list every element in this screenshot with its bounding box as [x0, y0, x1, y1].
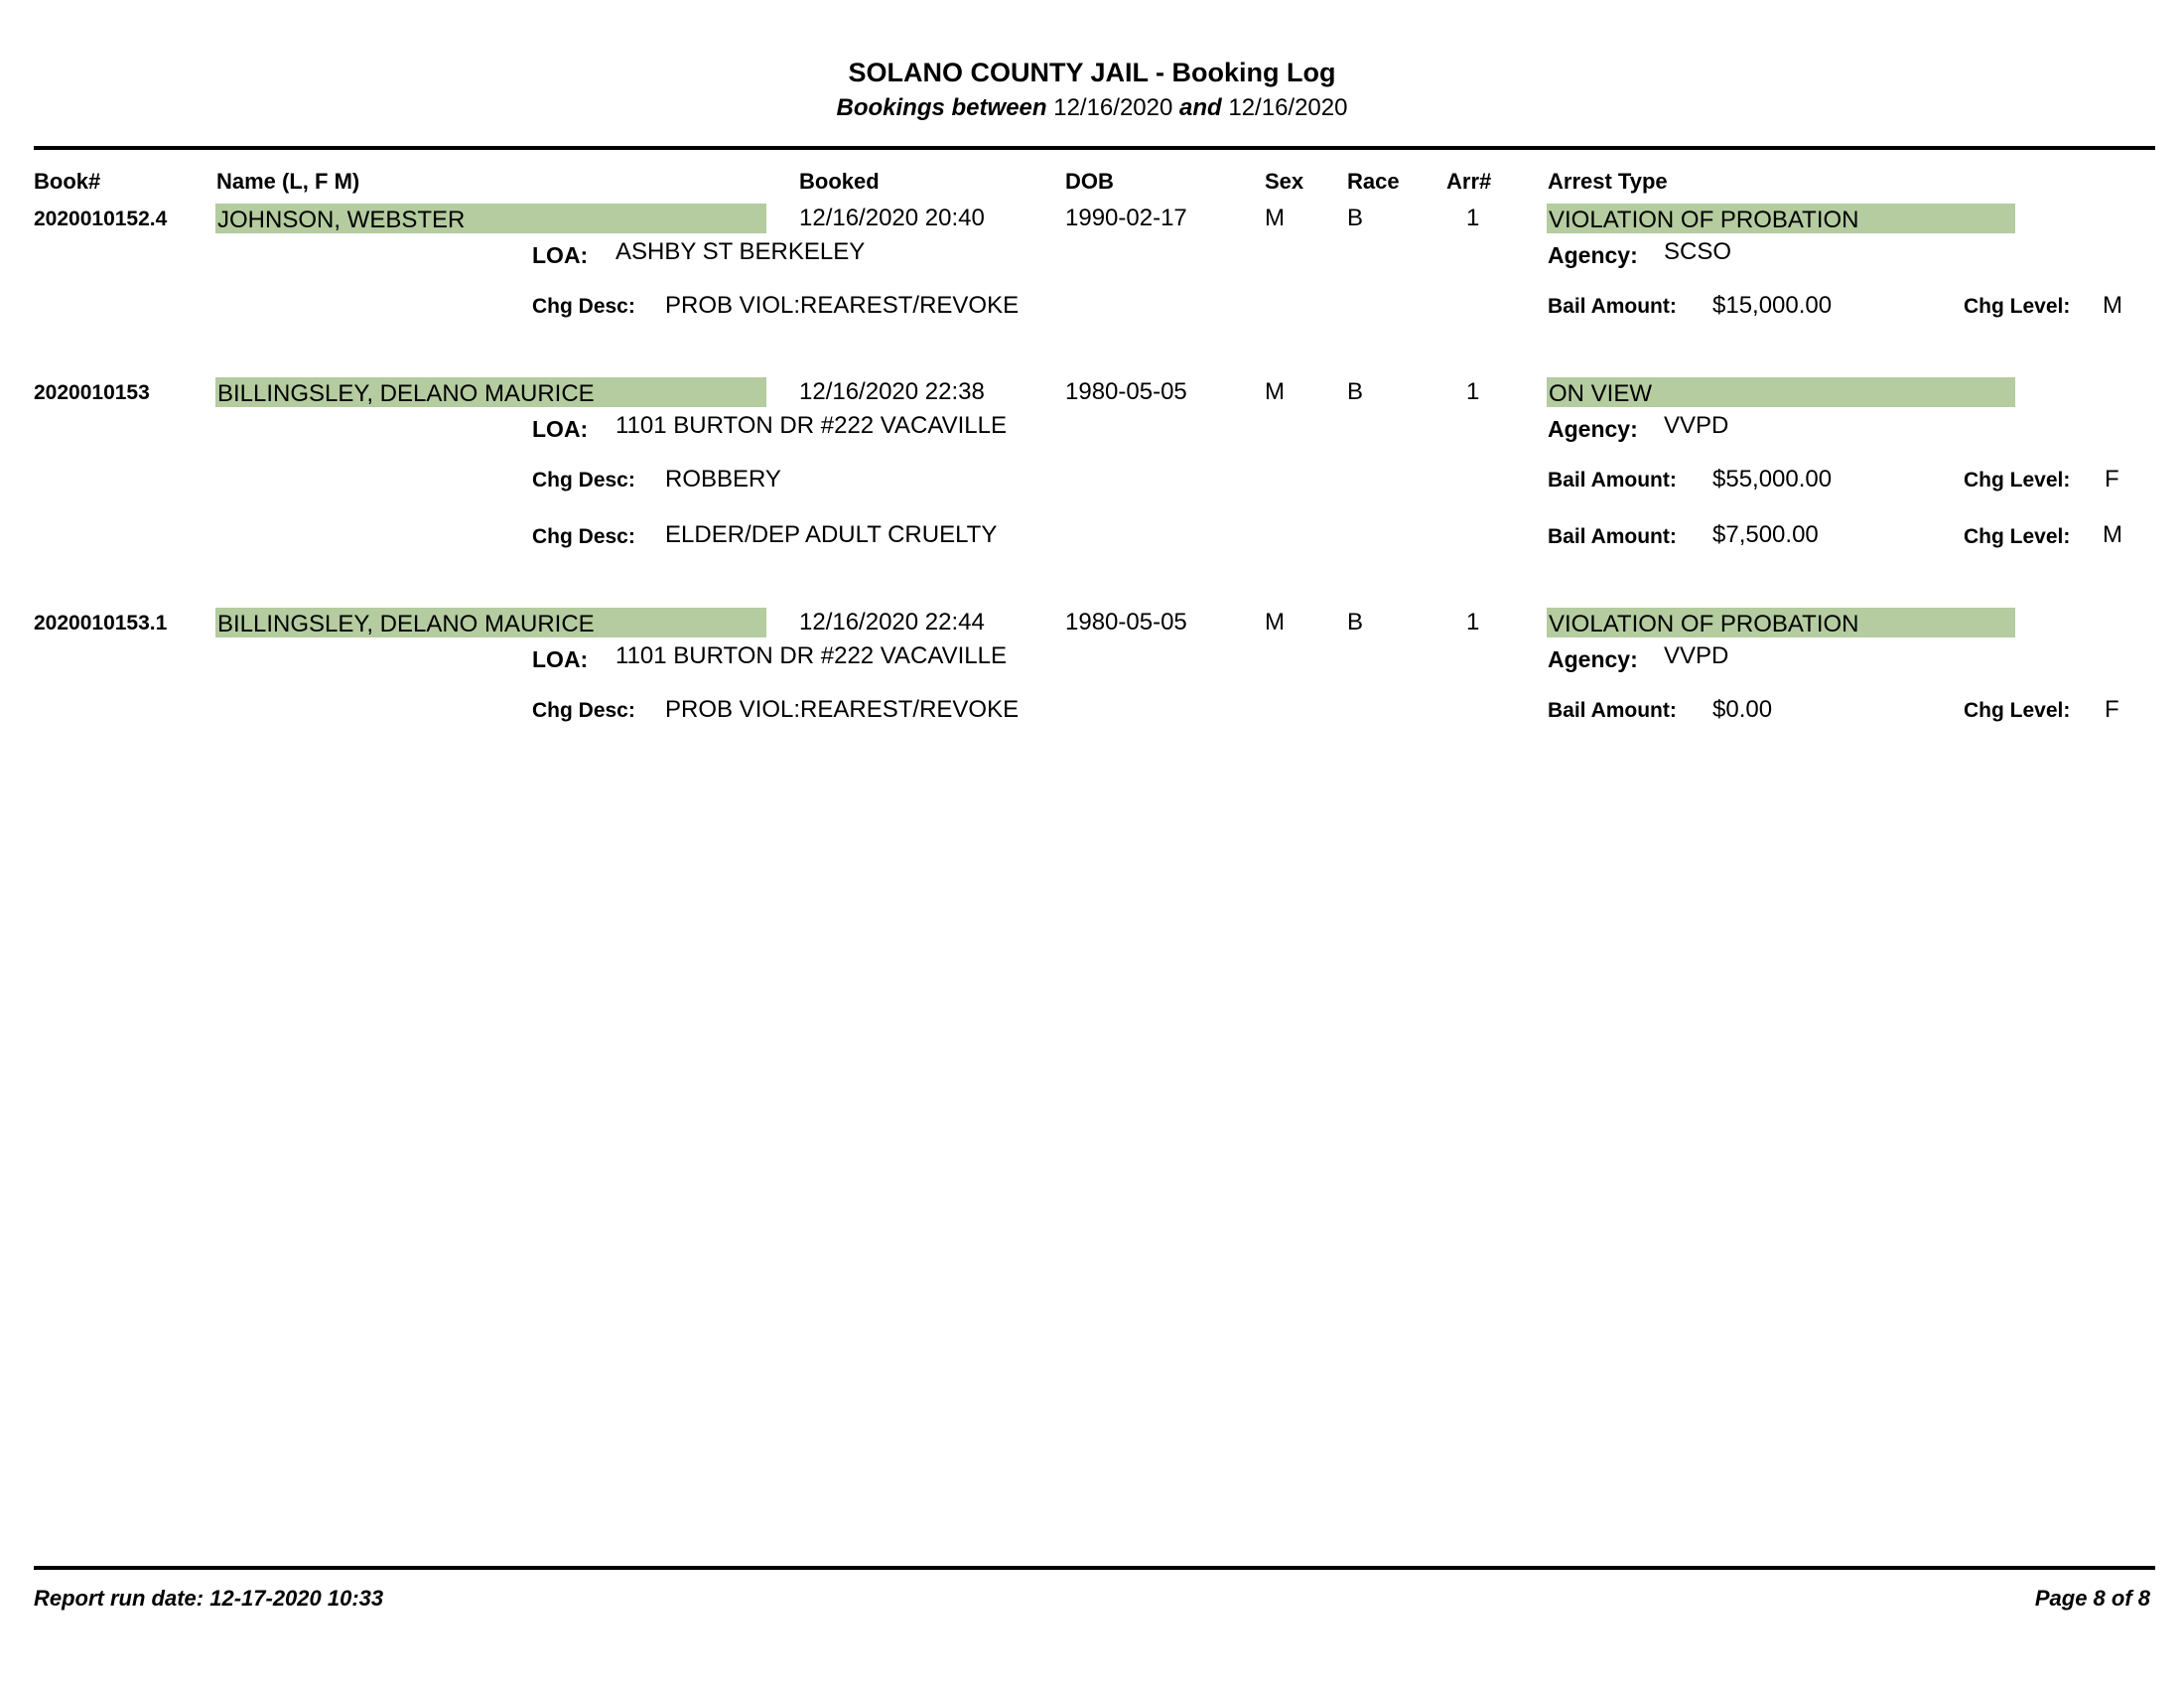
arrest-number: 1 [1466, 378, 1480, 405]
arrest-type: ON VIEW [1547, 377, 2015, 407]
col-sex: Sex [1265, 169, 1304, 194]
race: B [1347, 609, 1364, 635]
page-number: Page 8 of 8 [2034, 1586, 2150, 1611]
bail-amount-label: Bail Amount: [1548, 525, 1677, 548]
chg-level-value: M [2103, 292, 2122, 319]
dob: 1990-02-17 [1065, 205, 1187, 231]
chg-level-value: M [2103, 521, 2122, 548]
bail-amount-value: $15,000.00 [1712, 292, 1833, 319]
loa-label: LOA: [532, 242, 589, 268]
loa-label: LOA: [532, 416, 589, 442]
agency-value: VVPD [1664, 642, 1729, 669]
sex: M [1265, 609, 1285, 635]
col-arrest-type: Arrest Type [1548, 169, 1668, 194]
date-from: 12/16/2020 [1053, 94, 1173, 121]
book-number: 2020010152.4 [34, 208, 168, 230]
booked-datetime: 12/16/2020 22:38 [799, 378, 985, 405]
chg-desc-label: Chg Desc: [532, 699, 635, 722]
arrest-type: VIOLATION OF PROBATION [1547, 608, 2015, 637]
arrest-number: 1 [1466, 609, 1480, 635]
chg-level-label: Chg Level: [1964, 699, 2071, 722]
col-booked: Booked [799, 169, 880, 194]
report-title: SOLANO COUNTY JAIL - Booking Log [848, 58, 1336, 87]
report-subtitle [0, 94, 2184, 122]
footer-rule [34, 1566, 2155, 1570]
inmate-name: JOHNSON, WEBSTER [215, 204, 766, 233]
subtitle-prefix: Bookings between [836, 94, 1047, 121]
booked-datetime: 12/16/2020 22:44 [799, 609, 985, 635]
loa-value: 1101 BURTON DR #222 VACAVILLE [615, 412, 1007, 439]
agency-value: VVPD [1664, 412, 1729, 439]
header-rule [34, 146, 2155, 150]
chg-level-value: F [2105, 696, 2119, 723]
dob: 1980-05-05 [1065, 609, 1187, 635]
loa-value: ASHBY ST BERKELEY [615, 238, 866, 265]
chg-level-label: Chg Level: [1964, 525, 2071, 548]
bail-amount-value: $55,000.00 [1712, 466, 1833, 492]
agency-label: Agency: [1548, 242, 1638, 268]
chg-desc-value: ELDER/DEP ADULT CRUELTY [665, 521, 998, 548]
subtitle-and: and [1179, 94, 1222, 121]
loa-value: 1101 BURTON DR #222 VACAVILLE [615, 642, 1007, 669]
bail-amount-value: $7,500.00 [1712, 521, 1819, 548]
race: B [1347, 205, 1364, 231]
chg-desc-value: ROBBERY [665, 466, 781, 492]
chg-level-label: Chg Level: [1964, 469, 2071, 492]
chg-desc-value: PROB VIOL:REAREST/REVOKE [665, 696, 1020, 723]
book-number: 2020010153.1 [34, 612, 168, 634]
col-dob: DOB [1065, 169, 1114, 194]
race: B [1347, 378, 1364, 405]
inmate-name: BILLINGSLEY, DELANO MAURICE [215, 608, 766, 637]
date-to: 12/16/2020 [1228, 94, 1348, 121]
bail-amount-label: Bail Amount: [1548, 699, 1677, 722]
arrest-number: 1 [1466, 205, 1480, 231]
col-arr: Arr# [1446, 169, 1492, 194]
bail-amount-label: Bail Amount: [1548, 469, 1677, 492]
sex: M [1265, 378, 1285, 405]
arrest-type: VIOLATION OF PROBATION [1547, 204, 2015, 233]
chg-level-value: F [2105, 466, 2119, 492]
chg-level-label: Chg Level: [1964, 295, 2071, 318]
col-race: Race [1347, 169, 1400, 194]
agency-label: Agency: [1548, 416, 1638, 442]
chg-desc-label: Chg Desc: [532, 295, 635, 318]
chg-desc-value: PROB VIOL:REAREST/REVOKE [665, 292, 1020, 319]
bail-amount-value: $0.00 [1712, 696, 1773, 723]
col-name: Name (L, F M) [216, 169, 360, 194]
booked-datetime: 12/16/2020 20:40 [799, 205, 985, 231]
sex: M [1265, 205, 1285, 231]
book-number: 2020010153 [34, 381, 150, 404]
chg-desc-label: Chg Desc: [532, 525, 635, 548]
agency-label: Agency: [1548, 646, 1638, 672]
bail-amount-label: Bail Amount: [1548, 295, 1677, 318]
report-run-date: Report run date: 12-17-2020 10:33 [34, 1586, 384, 1611]
chg-desc-label: Chg Desc: [532, 469, 635, 492]
loa-label: LOA: [532, 646, 589, 672]
agency-value: SCSO [1664, 238, 1732, 265]
col-book: Book# [34, 169, 101, 194]
inmate-name: BILLINGSLEY, DELANO MAURICE [215, 377, 766, 407]
dob: 1980-05-05 [1065, 378, 1187, 405]
